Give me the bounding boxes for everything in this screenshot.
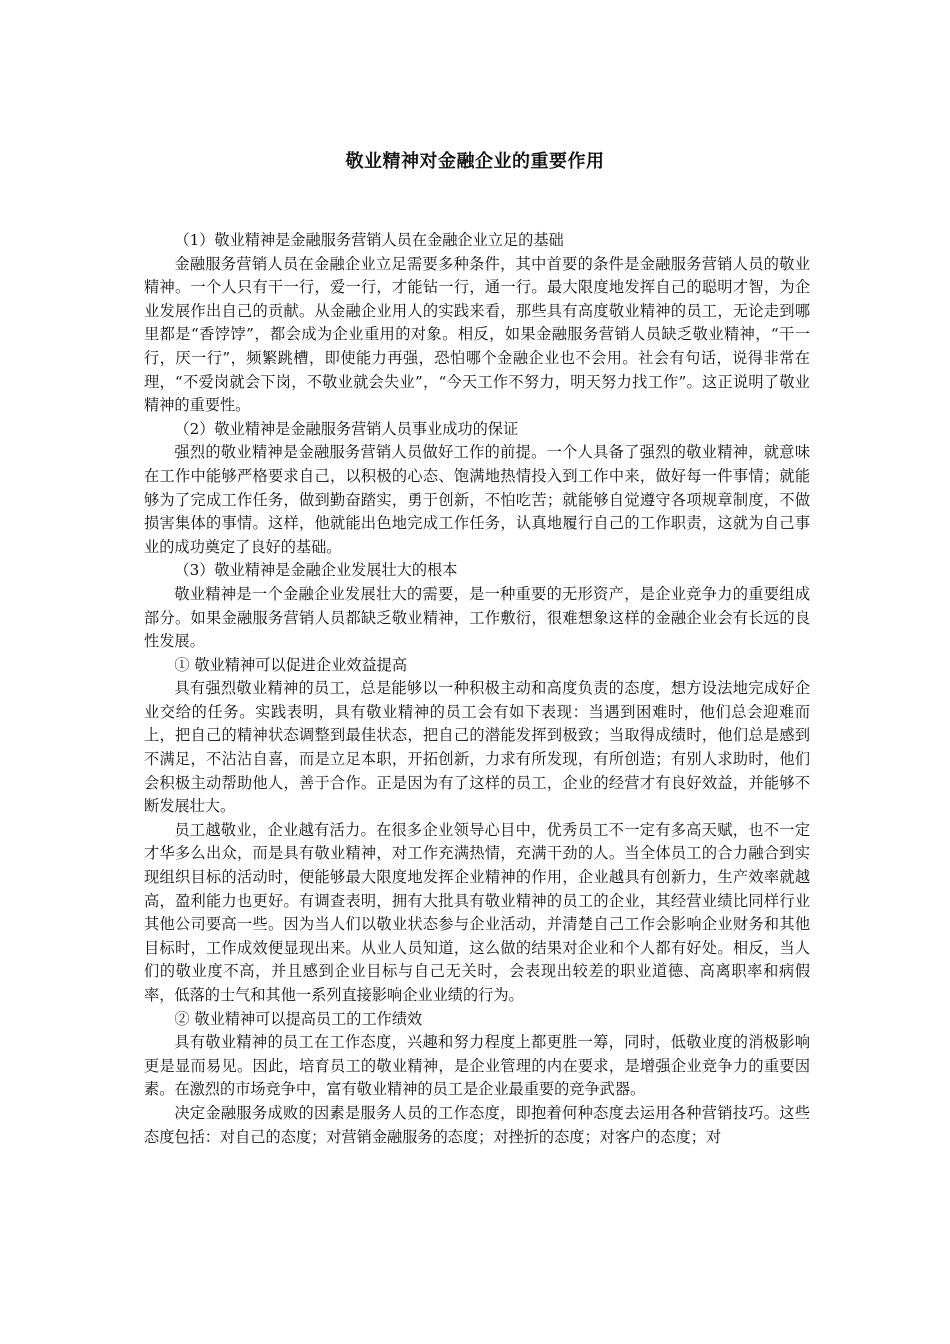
section-heading-2: （2）敬业精神是金融服务营销人员事业成功的保证	[174, 419, 519, 438]
paragraph-5: 员工越敬业，企业越有活力。在很多企业领导心目中，优秀员工不一定有多高天赋，也不一定才华多么出众，而是具有敬业精神，对工作充满热情，充满干劲的人。当全体员工的合力融合到实现组织目标的活动时，便能够最大限度地发挥企业精神的作用，企业越具有创新力，生产效率就越高，盈利能力也更好。有调查表明，拥有大批具有敬业精神的员工的企业，其经营业绩比同样行业其他公司要高一些。因为当人们以敬业状态参与企业活动，并清楚自己工作会影响企业财务和其他目标时，工作成效便显现出来。从业人员知道，这么做的结果对企业和个人都有好处。相反，当人们的敬业度不高，并且感到企业目标与自己无关时，会表现出较差的职业道德、高离职率和病假率，低落的士气和其他一系列直接影响企业业绩的行为。	[144, 820, 810, 1004]
section-heading-3: （3）敬业精神是金融企业发展壮大的根本	[174, 561, 458, 580]
paragraph-7: 决定金融服务成败的因素是服务人员的工作态度，即抱着何种态度去运用各种营销技巧。这些态度包括：对自己的态度；对营销金融服务的态度；对挫折的态度；对客户的态度；对	[144, 1103, 810, 1146]
document-body	[144, 229, 810, 1149]
document-title: 敬业精神对金融企业的重要作用	[345, 151, 605, 172]
paragraph-6: 具有敬业精神的员工在工作态度，兴趣和努力程度上都更胜一筹，同时，低敬业度的消极影响更是显而易见。因此，培育员工的敬业精神，是企业管理的内在要求，是增强企业竞争力的重要因素。在激烈的市场竞争中，富有敬业精神的员工是企业最重要的竞争武器。	[144, 1033, 810, 1099]
subsection-heading-1: ① 敬业精神可以促进企业效益提高	[174, 655, 408, 674]
paragraph-1: 金融服务营销人员在金融企业立足需要多种条件，其中首要的条件是金融服务营销人员的敬业精神。一个人只有干一行，爱一行，才能钻一行，通一行。最大限度地发挥自己的聪明才智，为企业发展作出自己的贡献。从金融企业用人的实践来看，那些具有高度敬业精神的员工，无论走到哪里都是“香饽饽”，都会成为企业重用的对象。相反，如果金融服务营销人员缺乏敬业精神，“干一行，厌一行”，频繁跳槽，即使能力再强，恐怕哪个金融企业也不会用。社会有句话，说得非常在理，“不爱岗就会下岗，不敬业就会失业”，“今天工作不努力，明天努力找工作”。这正说明了敬业精神的重要性。	[144, 254, 810, 415]
paragraph-3: 敬业精神是一个金融企业发展壮大的需要，是一种重要的无形资产，是企业竞争力的重要组成部分。如果金融服务营销人员都缺乏敬业精神，工作敷衍，很难想象这样的金融企业会有长远的良性发展。	[144, 584, 810, 651]
subsection-heading-2: ② 敬业精神可以提高员工的工作绩效	[174, 1009, 423, 1028]
paragraph-4: 具有强烈敬业精神的员工，总是能够以一种积极主动和高度负责的态度，想方设法地完成好企业交给的任务。实践表明，具有敬业精神的员工会有如下表现：当遇到困难时，他们总会迎难而上，把自己的精神状态调整到最佳状态，把自己的潜能发挥到极致；当取得成绩时，他们总是感到不满足，不沾沾自喜，而是立足本职，开拓创新，力求有所发现，有所创造；有别人求助时，他们会积极主动帮助他人，善于合作。正是因为有了这样的员工，企业的经营才有良好效益，并能够不断发展壮大。	[144, 679, 810, 816]
paragraph-2: 强烈的敬业精神是金融服务营销人员做好工作的前提。一个人具备了强烈的敬业精神，就意味在工作中能够严格要求自己，以积极的心态、饱满地热情投入到工作中来，做好每一件事情；就能够为了完成工作任务，做到勤奋踏实，勇于创新，不怕吃苦；就能够自觉遵守各项规章制度，不做损害集体的事情。这样，他就能出色地完成工作任务，认真地履行自己的工作职责，这就为自己事业的成功奠定了良好的基础。	[144, 443, 810, 556]
section-heading-1: （1）敬业精神是金融服务营销人员在金融企业立足的基础	[174, 231, 564, 249]
